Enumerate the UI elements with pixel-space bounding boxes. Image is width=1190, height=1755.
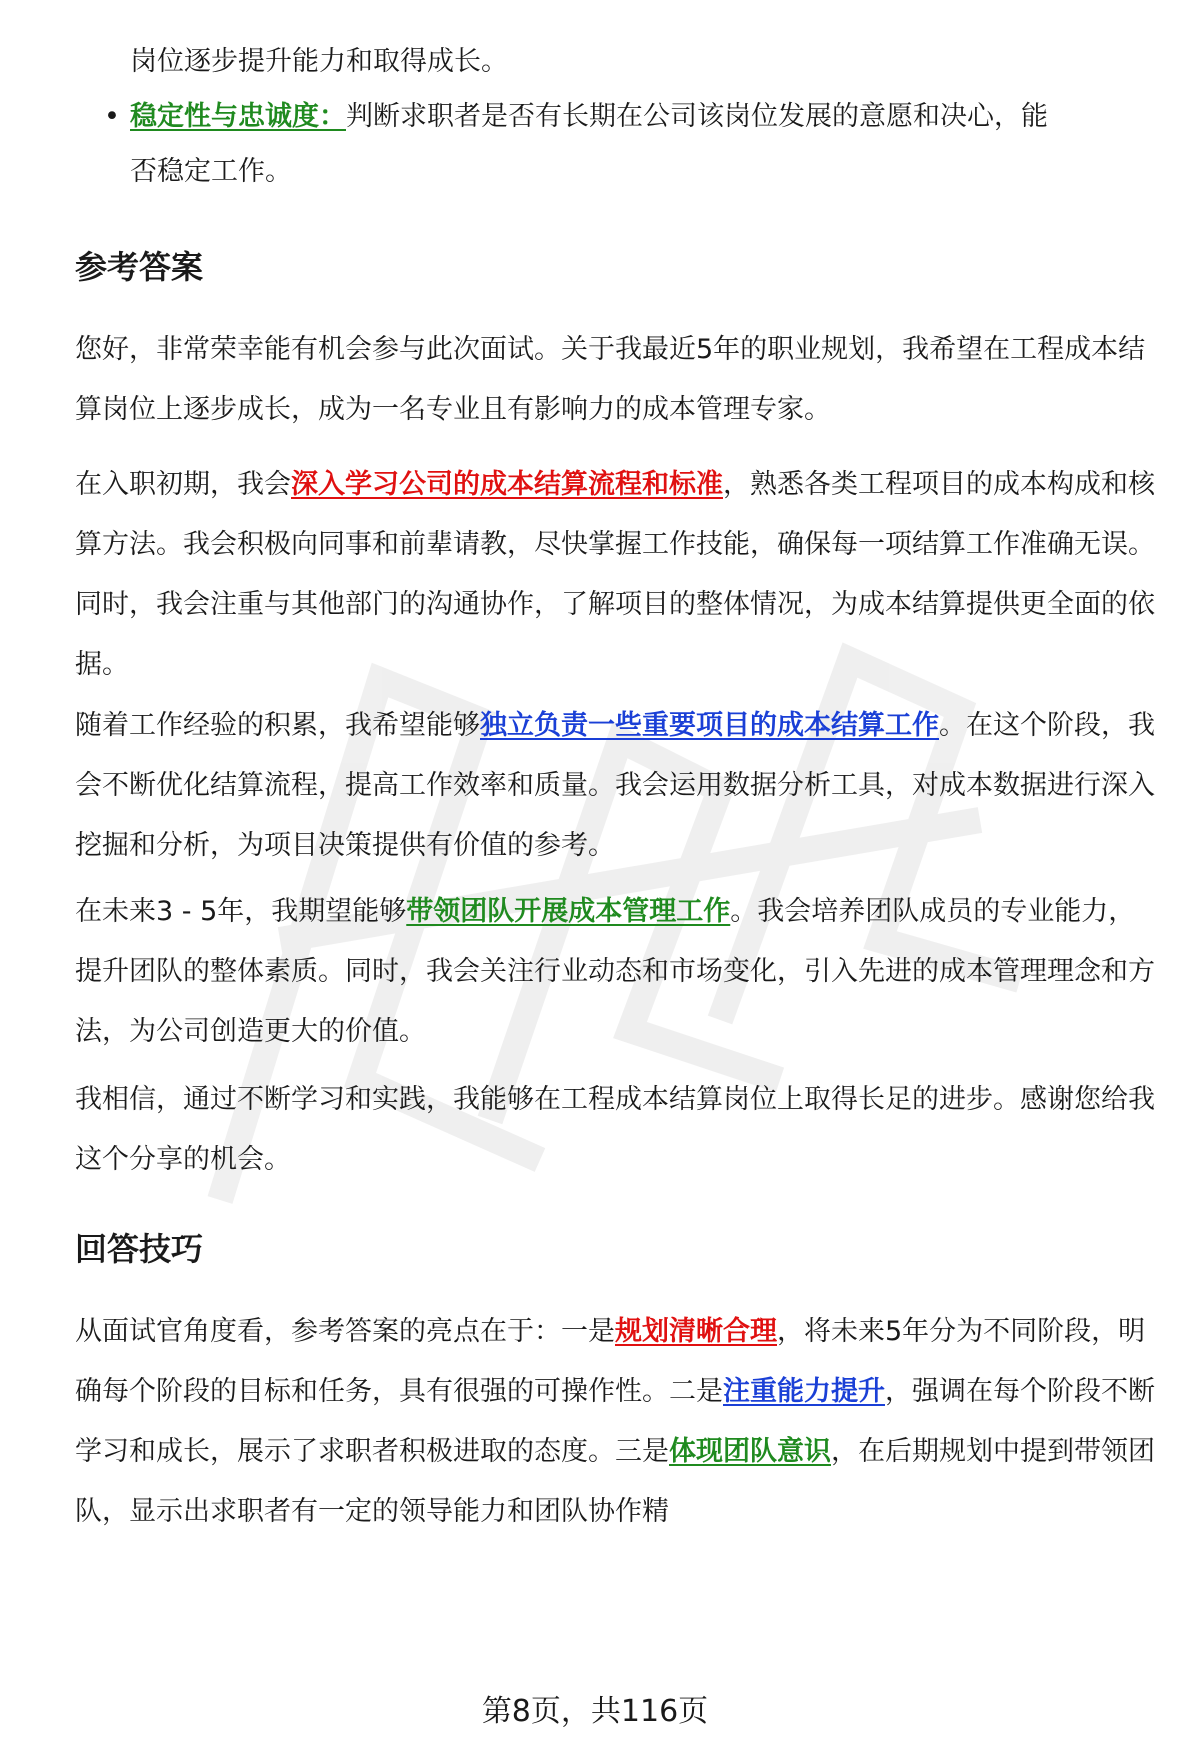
bullet-item-stability: [130, 87, 1160, 147]
p2-before: 在入职初期，我会: [75, 469, 291, 500]
bullet-dot-icon: •: [104, 101, 120, 132]
answer-paragraph-2: [75, 455, 1160, 695]
p2-highlight: 深入学习公司的成本结算流程和标准: [291, 469, 723, 500]
tips-highlight-3: 体现团队意识: [669, 1436, 831, 1467]
p3-before: 随着工作经验的积累，我希望能够: [75, 710, 480, 741]
answer-paragraph-3: [75, 696, 1160, 876]
answer-paragraph-4: [75, 882, 1160, 1062]
p4-after: 。我会培养团队成员的专业能力，提升团队的整体素质。同时，我会关注行业动态和市场变化，引入先进的成本管理理念和方法，为公司创造更大的价值。: [75, 896, 1155, 1047]
tips-highlight-1: 规划清晰合理: [615, 1316, 777, 1347]
tips-paragraph-1: [75, 1302, 1160, 1542]
bullet-item-text-1: 判断求职者是否有长期在公司该岗位发展的意愿和决心，能: [346, 101, 1048, 132]
p2-after: ，熟悉各类工程项目的成本构成和核算方法。我会积极向同事和前辈请教，尽快掌握工作技能，确保每一项结算工作准确无误。同时，我会注重与其他部门的沟通协作，了解项目的整体情况，为成本结算提供更全面的依据。: [75, 469, 1155, 680]
answer-paragraph-5: 我相信，通过不断学习和实践，我能够在工程成本结算岗位上取得长足的进步。感谢您给我这个分享的机会。: [75, 1084, 1155, 1175]
answer-tips-heading: 回答技巧: [75, 1230, 204, 1268]
tips-text-1: 从面试官角度看，参考答案的亮点在于：一是: [75, 1316, 615, 1347]
tips-text-3: ，强调在每个阶段不断学习和成长，展示了求职者积极进取的态度。三是: [75, 1376, 1155, 1467]
bullet-continuation: 岗位逐步提升能力和取得成长。: [130, 46, 508, 77]
tips-text-4: ，在后期规划中提到带领团队，显示出求职者有一定的领导能力和团队协作精: [75, 1436, 1155, 1527]
p4-before: 在未来3 - 5年，我期望能够: [75, 896, 407, 927]
p3-highlight: 独立负责一些重要项目的成本结算工作: [480, 710, 939, 741]
bullet-item-label: 稳定性与忠诚度：: [130, 101, 346, 132]
tips-text-2: ，将未来5年分为不同阶段，明确每个阶段的目标和任务，具有很强的可操作性。二是: [75, 1316, 1146, 1407]
bullet-item-text-2: 否稳定工作。: [130, 156, 292, 187]
p4-highlight: 带领团队开展成本管理工作: [406, 896, 731, 927]
tips-highlight-2: 注重能力提升: [723, 1376, 885, 1407]
answer-paragraph-1: 您好，非常荣幸能有机会参与此次面试。关于我最近5年的职业规划，我希望在工程成本结算岗位上逐步成长，成为一名专业且有影响力的成本管理专家。: [75, 334, 1146, 425]
p3-after: 。在这个阶段，我会不断优化结算流程，提高工作效率和质量。我会运用数据分析工具，对成本数据进行深入挖掘和分析，为项目决策提供有价值的参考。: [75, 710, 1155, 861]
page-number-footer: 第8页，共116页: [481, 1694, 709, 1729]
reference-answer-heading: 参考答案: [75, 248, 204, 286]
